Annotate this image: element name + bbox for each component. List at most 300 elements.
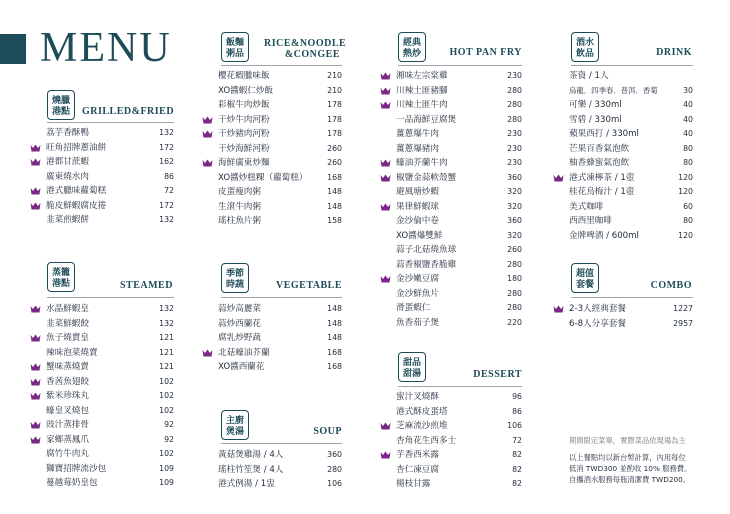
menu-item-name: 旺角招牌蔥油餅 bbox=[46, 142, 107, 153]
menu-item-hotpan bbox=[380, 127, 522, 142]
menu-item-drink bbox=[553, 127, 693, 142]
drink-badge: 酒水 飲品 bbox=[571, 32, 599, 62]
menu-item-name: 腐竹牛肉丸 bbox=[46, 449, 89, 459]
crown-icon bbox=[380, 174, 391, 182]
vegetable-rule bbox=[221, 297, 342, 298]
menu-item-name: 蒜炒西蘭花 bbox=[218, 318, 261, 329]
menu-item-price: 360 bbox=[507, 172, 522, 182]
menu-item-rice bbox=[202, 98, 342, 113]
menu-item-hotpan bbox=[380, 171, 522, 186]
crown-icon bbox=[380, 275, 391, 283]
menu-item-name: 蒜香椒鹽香脆雞 bbox=[396, 259, 457, 270]
menu-item-name: 皮蛋瘦肉粥 bbox=[218, 187, 261, 197]
menu-item-steamed bbox=[30, 375, 174, 390]
menu-item-dessert bbox=[380, 477, 522, 492]
menu-item-name: 金沙鮮魚片 bbox=[396, 288, 439, 299]
menu-item-price: 172 bbox=[159, 142, 174, 152]
menu-item-price: 260 bbox=[327, 143, 342, 153]
crown-icon bbox=[553, 174, 564, 182]
menu-item-name: 彩椒牛肉炒飯 bbox=[218, 100, 270, 110]
menu-item-dessert bbox=[380, 463, 522, 478]
menu-item-hotpan bbox=[380, 185, 522, 200]
menu-item-price: 168 bbox=[327, 172, 342, 182]
crown-icon bbox=[30, 421, 41, 429]
menu-item-name: 魚子燒賣皇 bbox=[46, 333, 89, 343]
menu-item-drink bbox=[553, 69, 693, 84]
menu-item-price: 121 bbox=[159, 362, 174, 371]
menu-item-combo bbox=[553, 317, 693, 332]
menu-item-price: 102 bbox=[159, 391, 174, 400]
vegetable-badge: 季節 時蔬 bbox=[221, 263, 249, 293]
menu-item-price: 280 bbox=[507, 303, 522, 312]
menu-item-rice bbox=[202, 214, 342, 229]
menu-item-name: XO醬爆雙鮮 bbox=[396, 230, 443, 241]
menu-item-price: 120 bbox=[678, 187, 693, 196]
soup-rule bbox=[221, 443, 342, 444]
menu-item-steamed bbox=[30, 360, 174, 375]
vegetable-title: VEGETABLE bbox=[276, 280, 342, 291]
menu-item-hotpan bbox=[380, 272, 522, 287]
menu-item-price: 148 bbox=[327, 304, 342, 313]
menu-item-price: 40 bbox=[683, 129, 693, 138]
steamed-badge: 蒸籠 港點 bbox=[47, 262, 75, 292]
menu-item-price: 30 bbox=[683, 85, 693, 95]
menu-item-name: 西西里咖啡 bbox=[569, 216, 612, 226]
menu-item-rice bbox=[202, 84, 342, 99]
menu-item-drink bbox=[553, 185, 693, 200]
menu-item-rice bbox=[202, 200, 342, 215]
menu-item-price: 148 bbox=[327, 333, 342, 342]
crown-icon bbox=[380, 451, 391, 459]
menu-item-price: 210 bbox=[327, 85, 342, 95]
menu-item-name: 金沙倫中卷 bbox=[396, 216, 439, 226]
menu-item-steamed bbox=[30, 331, 174, 346]
menu-item-price: 82 bbox=[512, 464, 522, 474]
menu-item-hotpan bbox=[380, 229, 522, 244]
menu-item-price: 109 bbox=[159, 478, 174, 487]
menu-item-price: 106 bbox=[507, 421, 522, 430]
menu-item-rice bbox=[202, 171, 342, 186]
menu-item-hotpan bbox=[380, 156, 522, 171]
crown-icon bbox=[30, 144, 41, 152]
menu-item-name: 廣東燒水肉 bbox=[46, 171, 89, 182]
menu-item-price: 148 bbox=[327, 318, 342, 328]
crown-icon bbox=[30, 392, 41, 400]
menu-item-name: 干炒牛肉河粉 bbox=[218, 114, 270, 125]
crown-icon bbox=[380, 159, 391, 167]
crown-icon bbox=[202, 349, 213, 357]
menu-item-combo bbox=[553, 302, 693, 317]
menu-item-price: 120 bbox=[678, 230, 693, 240]
menu-item-name: 滑蛋蝦仁 bbox=[396, 303, 431, 313]
menu-item-name: 芝麻流沙煎堆 bbox=[396, 421, 448, 431]
menu-item-price: 178 bbox=[327, 129, 342, 138]
crown-icon bbox=[30, 202, 41, 210]
menu-item-name: 港都甘蔗蝦 bbox=[46, 157, 89, 167]
menu-item-price: 148 bbox=[327, 201, 342, 211]
menu-item-name: 辣味泡菜燒賣 bbox=[46, 347, 98, 358]
menu-item-price: 72 bbox=[512, 435, 522, 445]
menu-item-name: 香茜魚翅餃 bbox=[46, 376, 89, 387]
crown-icon bbox=[380, 72, 391, 80]
menu-item-price: 102 bbox=[159, 376, 174, 386]
menu-item-hotpan bbox=[380, 200, 522, 215]
menu-item-price: 230 bbox=[507, 143, 522, 153]
menu-item-name: 6-8人分享套餐 bbox=[569, 318, 627, 329]
menu-item-hotpan bbox=[380, 98, 522, 113]
menu-item-drink bbox=[553, 142, 693, 157]
menu-item-steamed bbox=[30, 317, 174, 332]
menu-item-price: 178 bbox=[327, 100, 342, 109]
menu-item-hotpan bbox=[380, 113, 522, 128]
menu-item-name: 杏角花生西多士 bbox=[396, 435, 457, 446]
menu-item-drink bbox=[553, 113, 693, 128]
menu-item-name: 海鮮廣東炒麵 bbox=[218, 158, 270, 168]
menu-item-drink bbox=[553, 156, 693, 171]
menu-item-price: 92 bbox=[164, 420, 174, 429]
menu-item-price: 109 bbox=[159, 463, 174, 473]
menu-item-price: 80 bbox=[683, 143, 693, 153]
hotpan-rule bbox=[398, 65, 522, 66]
menu-item-steamed bbox=[30, 346, 174, 361]
notes-line: 自攜酒水服務每瓶清潔費 TWD200。 bbox=[569, 475, 691, 484]
menu-item-vegetable bbox=[202, 302, 342, 317]
menu-item-name: 蜜汁叉燒酥 bbox=[396, 392, 439, 402]
menu-item-name: 干炒海鮮河粉 bbox=[218, 143, 270, 154]
menu-item-hotpan bbox=[380, 84, 522, 99]
menu-item-name: 豉汁蒸排骨 bbox=[46, 420, 89, 430]
menu-item-price: 280 bbox=[507, 114, 522, 124]
menu-item-name: 港式凍檸茶 / 1壺 bbox=[569, 172, 635, 183]
menu-item-price: 280 bbox=[507, 259, 522, 269]
menu-item-steamed bbox=[30, 433, 174, 448]
menu-item-name: 紫米珍珠丸 bbox=[46, 391, 89, 401]
menu-item-name: 黃菇煲雞湯 / 4人 bbox=[218, 450, 284, 460]
menu-item-name: 川辣土匪豬腳 bbox=[396, 85, 448, 96]
menu-item-price: 280 bbox=[507, 100, 522, 109]
menu-item-price: 1227 bbox=[673, 304, 693, 313]
grilled-list bbox=[30, 126, 174, 228]
menu-item-soup bbox=[202, 477, 342, 492]
menu-item-price: 82 bbox=[512, 479, 522, 488]
menu-item-price: 360 bbox=[327, 450, 342, 459]
menu-item-name: 薑蔥爆牛肉 bbox=[396, 129, 439, 139]
menu-item-soup bbox=[202, 448, 342, 463]
crown-icon bbox=[30, 436, 41, 444]
grilled-rule bbox=[47, 122, 174, 123]
menu-item-rice bbox=[202, 69, 342, 84]
menu-item-price: 121 bbox=[159, 347, 174, 357]
menu-item-price: 132 bbox=[159, 215, 174, 224]
hotpan-title: HOT PAN FRY bbox=[449, 47, 522, 58]
crown-icon bbox=[553, 305, 564, 313]
menu-item-name: 韭菜煎蝦餅 bbox=[46, 215, 89, 225]
menu-item-name: 魚香茄子煲 bbox=[396, 317, 439, 328]
menu-item-price: 60 bbox=[683, 201, 693, 211]
crown-icon bbox=[202, 130, 213, 138]
menu-item-dessert bbox=[380, 434, 522, 449]
menu-item-drink bbox=[553, 200, 693, 215]
combo-rule bbox=[571, 297, 693, 298]
notes-title: 期間限定菜單，實際菜品依現場為主 bbox=[569, 436, 686, 445]
menu-item-price: 230 bbox=[507, 129, 522, 138]
menu-item-name: 芋香西米露 bbox=[396, 450, 439, 460]
page-title: MENU bbox=[40, 25, 172, 71]
steamed-title: STEAMED bbox=[120, 280, 173, 291]
combo-badge: 超值 套餐 bbox=[571, 263, 599, 293]
menu-item-hotpan bbox=[380, 243, 522, 258]
menu-item-name: 港式酥皮蛋塔 bbox=[396, 406, 448, 417]
menu-item-name: XO醬蝦仁炒飯 bbox=[218, 85, 274, 96]
menu-item-name: 茶資 / 1人 bbox=[569, 71, 609, 81]
menu-item-name: 脆皮鮮蝦腐皮捲 bbox=[46, 200, 107, 211]
menu-item-price: 360 bbox=[507, 216, 522, 225]
menu-item-price: 80 bbox=[683, 216, 693, 225]
menu-item-vegetable bbox=[202, 317, 342, 332]
menu-item-name: 2-3人經典套餐 bbox=[569, 304, 627, 314]
menu-item-steamed bbox=[30, 404, 174, 419]
menu-item-name: 芒果百香氣泡飲 bbox=[569, 143, 630, 154]
menu-item-name: 蒜子北菇燒魚球 bbox=[396, 245, 457, 255]
menu-item-price: 96 bbox=[512, 392, 522, 401]
menu-item-steamed bbox=[30, 462, 174, 477]
crown-icon bbox=[30, 334, 41, 342]
menu-item-name: 瑤柱竹笙煲 / 4人 bbox=[218, 464, 284, 475]
menu-item-price: 220 bbox=[507, 317, 522, 327]
rice-title: RICE&NOODLE &CONGEE bbox=[264, 38, 347, 60]
menu-item-name: 烏龍．四季春．普洱．香菊 bbox=[569, 85, 658, 95]
menu-item-steamed bbox=[30, 447, 174, 462]
menu-item-price: 280 bbox=[507, 288, 522, 298]
menu-item-name: 蒜炒高麗菜 bbox=[218, 304, 261, 314]
menu-item-price: 178 bbox=[327, 114, 342, 124]
menu-item-steamed bbox=[30, 418, 174, 433]
crown-icon bbox=[30, 363, 41, 371]
menu-item-price: 2957 bbox=[673, 318, 693, 328]
menu-item-name: 蔓越莓奶皇包 bbox=[46, 478, 98, 488]
menu-item-name: 金沙嫩豆腐 bbox=[396, 274, 439, 284]
menu-item-name: 腐乳炒野蔬 bbox=[218, 333, 261, 343]
menu-item-name: 美式咖啡 bbox=[569, 201, 604, 212]
menu-item-drink bbox=[553, 214, 693, 229]
menu-item-grilled bbox=[30, 199, 174, 214]
menu-item-vegetable bbox=[202, 346, 342, 361]
menu-item-price: 260 bbox=[327, 158, 342, 167]
menu-item-dessert bbox=[380, 405, 522, 420]
menu-item-rice bbox=[202, 113, 342, 128]
menu-item-name: 港式臘味蘿蔔糕 bbox=[46, 186, 107, 196]
soup-list bbox=[202, 448, 342, 492]
menu-item-name: XO醬西蘭花 bbox=[218, 362, 265, 372]
grilled-title: GRILLED&FRIED bbox=[82, 106, 175, 117]
menu-item-price: 86 bbox=[512, 406, 522, 416]
menu-item-name: 避風塘炒蝦 bbox=[396, 187, 439, 197]
menu-item-price: 162 bbox=[159, 157, 174, 166]
menu-item-name: 港式例湯 / 1盅 bbox=[218, 479, 275, 489]
menu-item-grilled bbox=[30, 126, 174, 141]
crown-icon bbox=[380, 101, 391, 109]
drink-rule bbox=[571, 65, 693, 66]
menu-item-steamed bbox=[30, 476, 174, 491]
menu-item-price: 280 bbox=[507, 85, 522, 95]
menu-item-grilled bbox=[30, 141, 174, 156]
menu-item-steamed bbox=[30, 302, 174, 317]
dessert-title: DESSERT bbox=[473, 369, 522, 380]
menu-item-hotpan bbox=[380, 301, 522, 316]
menu-item-rice bbox=[202, 156, 342, 171]
menu-item-price: 320 bbox=[507, 187, 522, 196]
menu-item-price: 102 bbox=[159, 449, 174, 458]
menu-item-price: 260 bbox=[507, 245, 522, 254]
menu-item-name: 桂花烏梅汁 / 1壺 bbox=[569, 187, 635, 197]
crown-icon bbox=[380, 203, 391, 211]
menu-item-grilled bbox=[30, 184, 174, 199]
menu-item-name: 韭菜鮮蝦餃 bbox=[46, 318, 89, 329]
menu-item-price: 106 bbox=[327, 479, 342, 488]
menu-item-hotpan bbox=[380, 214, 522, 229]
grilled-badge: 燒臘 港點 bbox=[47, 90, 75, 120]
menu-item-drink bbox=[553, 171, 693, 186]
menu-item-price: 172 bbox=[159, 200, 174, 210]
menu-item-price: 230 bbox=[507, 71, 522, 80]
menu-item-price: 120 bbox=[678, 172, 693, 182]
menu-item-price: 230 bbox=[507, 158, 522, 167]
menu-item-price: 180 bbox=[507, 274, 522, 283]
menu-item-rice bbox=[202, 185, 342, 200]
menu-item-drink bbox=[553, 98, 693, 113]
menu-item-grilled bbox=[30, 213, 174, 228]
menu-item-name: 湘味左宗棠雞 bbox=[396, 71, 448, 81]
menu-item-hotpan bbox=[380, 287, 522, 302]
menu-item-hotpan bbox=[380, 258, 522, 273]
menu-item-soup bbox=[202, 463, 342, 478]
menu-item-name: 獅寶招牌流沙包 bbox=[46, 463, 107, 474]
crown-icon bbox=[30, 305, 41, 313]
menu-item-grilled bbox=[30, 170, 174, 185]
crown-icon bbox=[202, 116, 213, 124]
crown-icon bbox=[30, 378, 41, 386]
menu-item-name: 水晶鮮蝦皇 bbox=[46, 304, 89, 314]
menu-item-price: 82 bbox=[512, 450, 522, 459]
crown-icon bbox=[380, 87, 391, 95]
menu-item-dessert bbox=[380, 390, 522, 405]
menu-item-name: 蟹味蒸燒賣 bbox=[46, 362, 89, 372]
menu-item-vegetable bbox=[202, 331, 342, 346]
menu-item-name: 楊枝甘露 bbox=[396, 479, 431, 489]
menu-item-rice bbox=[202, 127, 342, 142]
menu-item-name: 櫻花蝦臘味飯 bbox=[218, 71, 270, 81]
crown-icon bbox=[30, 158, 41, 166]
menu-item-name: 蘋果西打 / 330ml bbox=[569, 129, 639, 139]
menu-item-name: 柚香蜂蜜氣泡飲 bbox=[569, 158, 630, 168]
menu-item-price: 320 bbox=[507, 230, 522, 240]
crown-icon bbox=[202, 159, 213, 167]
crown-icon bbox=[380, 422, 391, 430]
menu-item-price: 132 bbox=[159, 304, 174, 313]
menu-item-price: 72 bbox=[164, 186, 174, 195]
menu-item-price: 40 bbox=[683, 114, 693, 124]
combo-title: COMBO bbox=[650, 280, 692, 291]
menu-item-price: 158 bbox=[327, 216, 342, 225]
rice-badge: 飯麵 粥品 bbox=[221, 32, 249, 62]
soup-badge: 主廚 煲湯 bbox=[221, 410, 249, 440]
rice-rule bbox=[221, 65, 342, 66]
menu-item-price: 92 bbox=[164, 434, 174, 444]
menu-item-price: 132 bbox=[159, 128, 174, 137]
menu-item-drink bbox=[553, 84, 693, 99]
menu-item-dessert bbox=[380, 448, 522, 463]
menu-item-drink bbox=[553, 229, 693, 244]
menu-item-name: 一品海鮮豆腐煲 bbox=[396, 114, 457, 125]
menu-item-hotpan bbox=[380, 142, 522, 157]
drink-list bbox=[553, 69, 693, 243]
menu-item-price: 148 bbox=[327, 187, 342, 196]
drink-title: DRINK bbox=[656, 47, 692, 58]
menu-item-price: 40 bbox=[683, 100, 693, 109]
crown-icon bbox=[30, 187, 41, 195]
menu-item-steamed bbox=[30, 389, 174, 404]
menu-item-price: 168 bbox=[327, 362, 342, 371]
rice-list bbox=[202, 69, 342, 229]
menu-item-name: 果律鮮蝦球 bbox=[396, 201, 439, 212]
menu-item-name: 蠔皇叉燒包 bbox=[46, 405, 89, 416]
dessert-rule bbox=[398, 386, 522, 387]
menu-item-name: 川辣土匪牛肉 bbox=[396, 100, 448, 110]
menu-item-name: 干炒豬肉河粉 bbox=[218, 129, 270, 139]
menu-item-name: 瑤柱魚片粥 bbox=[218, 216, 261, 226]
menu-item-name: 蠔油芥蘭牛肉 bbox=[396, 158, 448, 168]
hotpan-badge: 經典 熱炒 bbox=[398, 32, 426, 62]
menu-item-price: 280 bbox=[327, 464, 342, 474]
menu-item-price: 320 bbox=[507, 201, 522, 211]
corner-block bbox=[0, 34, 26, 64]
steamed-rule bbox=[47, 297, 174, 298]
menu-item-name: XO醬炒糕粿（蘿蔔糕） bbox=[218, 172, 308, 183]
menu-item-vegetable bbox=[202, 360, 342, 375]
notes-block bbox=[569, 452, 691, 485]
vegetable-list bbox=[202, 302, 342, 375]
menu-item-name: 荔芋香酥鴨 bbox=[46, 128, 89, 138]
notes-line: 以上餐點均以新台幣計算，內用每位 bbox=[569, 453, 686, 462]
menu-item-name: 椒鹽金蒜軟殼蟹 bbox=[396, 172, 457, 183]
dessert-badge: 甜品 甜湯 bbox=[398, 352, 426, 382]
notes-line: 低消 TWD300 並酌收 10% 服務費。 bbox=[569, 464, 692, 473]
menu-item-price: 102 bbox=[159, 405, 174, 415]
menu-item-name: 薑蔥爆豬肉 bbox=[396, 143, 439, 154]
combo-list bbox=[553, 302, 693, 331]
menu-item-rice bbox=[202, 142, 342, 157]
menu-item-hotpan bbox=[380, 69, 522, 84]
menu-item-grilled bbox=[30, 155, 174, 170]
soup-title: SOUP bbox=[313, 426, 342, 437]
menu-item-name: 可樂 / 330ml bbox=[569, 100, 622, 110]
menu-item-name: 雪碧 / 330ml bbox=[569, 114, 622, 125]
menu-item-price: 80 bbox=[683, 158, 693, 167]
menu-item-dessert bbox=[380, 419, 522, 434]
menu-item-price: 168 bbox=[327, 347, 342, 357]
menu-item-price: 86 bbox=[164, 171, 174, 181]
menu-item-name: 家鄉蒸鳳爪 bbox=[46, 434, 89, 445]
dessert-list bbox=[380, 390, 522, 492]
menu-item-price: 121 bbox=[159, 333, 174, 342]
steamed-list bbox=[30, 302, 174, 491]
menu-item-name: 金牌啤酒 / 600ml bbox=[569, 230, 639, 241]
hotpan-list bbox=[380, 69, 522, 330]
menu-item-hotpan bbox=[380, 316, 522, 331]
menu-item-price: 210 bbox=[327, 71, 342, 80]
menu-item-name: 北菇蠔油芥蘭 bbox=[218, 347, 270, 358]
menu-item-name: 生滾牛肉粥 bbox=[218, 201, 261, 212]
